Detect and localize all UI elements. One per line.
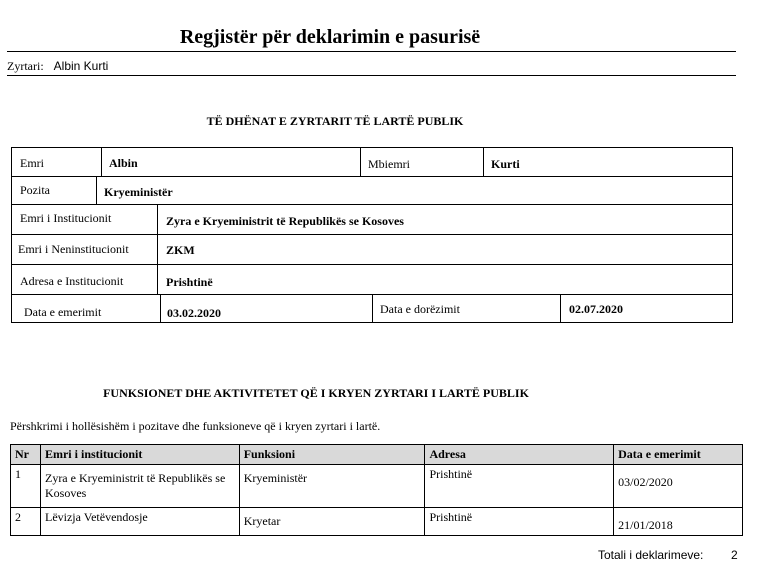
pozita-value: Kryeministër <box>104 185 173 199</box>
data-dorezimit-label: Data e dorëzimit <box>380 302 460 316</box>
cell-institucioni: Lëvizja Vetëvendosje <box>40 508 239 536</box>
col-header-funksioni: Funksioni <box>239 445 425 465</box>
cell-funksioni: Kryeministër <box>239 465 425 508</box>
institucioni-label: Emri i Institucionit <box>20 211 112 225</box>
title-divider <box>7 51 736 52</box>
col-divider <box>360 147 361 176</box>
zyrtari-value: Albin Kurti <box>53 59 109 73</box>
section-title-functions: FUNKSIONET DHE AKTIVITETET QË I KRYEN ZYRTARI I LARTË PUBLIK <box>103 386 529 400</box>
cell-data: 03/02/2020 <box>614 465 743 508</box>
zyrtari-line <box>7 59 108 74</box>
col-divider <box>96 176 97 204</box>
col-divider <box>560 294 561 323</box>
cell-nr: 1 <box>11 465 41 508</box>
cell-adresa: Prishtinë <box>425 465 614 508</box>
totali-value: 2 <box>731 548 738 562</box>
table-row <box>11 465 743 508</box>
data-dorezimit-value: 02.07.2020 <box>569 302 623 316</box>
col-divider <box>483 147 484 176</box>
col-header-institucioni: Emri i institucionit <box>40 445 239 465</box>
data-emerimit-label: Data e emerimit <box>24 305 102 319</box>
col-header-adresa: Adresa <box>425 445 614 465</box>
zyrtari-divider <box>7 75 736 76</box>
zyrtari-label: Zyrtari: <box>7 59 44 73</box>
table-row <box>11 508 743 536</box>
emri-label: Emri <box>20 156 44 170</box>
adresa-value: Prishtinë <box>166 275 213 289</box>
col-divider <box>372 294 373 323</box>
cell-adresa: Prishtinë <box>425 508 614 536</box>
cell-funksioni: Kryetar <box>239 508 425 536</box>
adresa-label: Adresa e Institucionit <box>20 274 124 288</box>
page-title: Regjistër për deklarimin e pasurisë <box>179 26 481 48</box>
col-header-nr: Nr <box>11 445 41 465</box>
emri-value: Albin <box>109 156 138 170</box>
cell-nr: 2 <box>11 508 41 536</box>
row-divider <box>11 204 733 205</box>
section-title-official-data: TË DHËNAT E ZYRTARIT TË LARTË PUBLIK <box>206 114 464 128</box>
pozita-label: Pozita <box>20 183 50 197</box>
cell-institucioni: Zyra e Kryeministrit të Republikës se Kosoves <box>40 465 239 508</box>
row-divider <box>11 176 733 177</box>
table-header-row <box>11 445 743 465</box>
totali-label: Totali i deklarimeve: <box>598 548 704 562</box>
col-divider <box>160 294 161 323</box>
row-divider <box>11 264 733 265</box>
neninstitucioni-value: ZKM <box>166 243 195 257</box>
mbiemri-value: Kurti <box>491 157 520 171</box>
section-description: Përshkrimi i hollësishëm i pozitave dhe funksioneve që i kryen zyrtari i lartë. <box>10 419 381 433</box>
col-divider <box>101 147 102 176</box>
row-divider <box>11 234 733 235</box>
neninstitucioni-label: Emri i Neninstitucionit <box>18 242 129 256</box>
col-header-data: Data e emerimit <box>614 445 743 465</box>
functions-table <box>10 444 743 536</box>
institucioni-value: Zyra e Kryeministrit të Republikës se Kosoves <box>166 214 404 228</box>
data-emerimit-value: 03.02.2020 <box>167 306 221 320</box>
mbiemri-label: Mbiemri <box>368 157 410 171</box>
col-divider <box>157 204 158 294</box>
cell-data: 21/01/2018 <box>614 508 743 536</box>
